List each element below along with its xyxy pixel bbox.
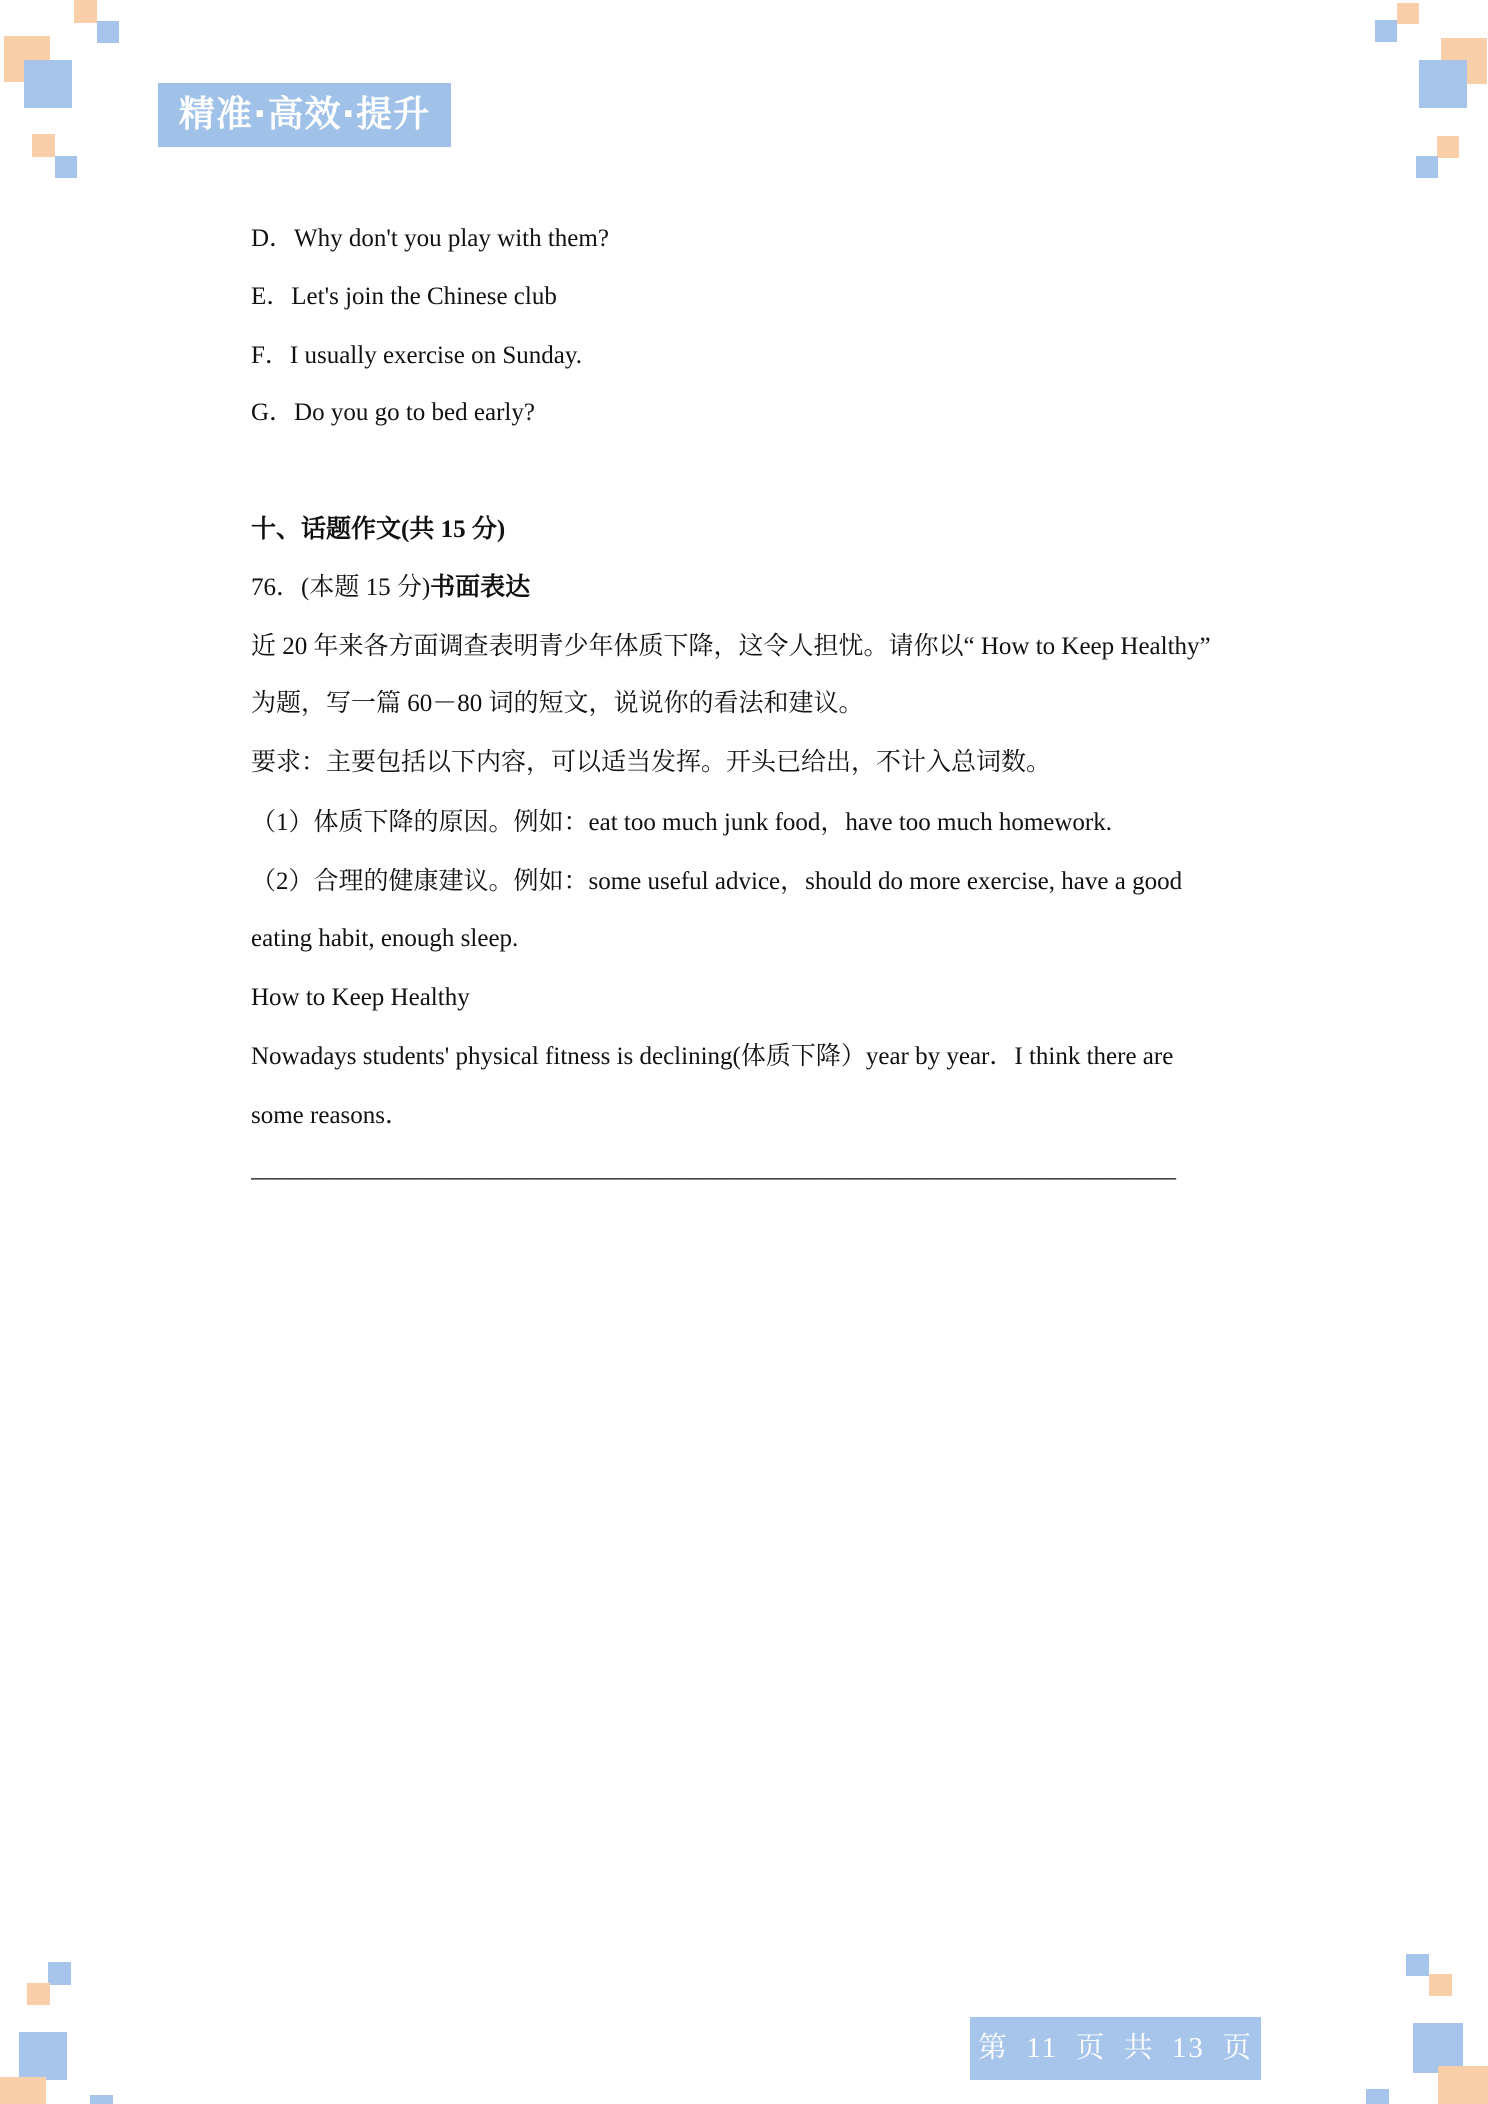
decor-square-blue xyxy=(55,156,77,178)
option-e: E．Let's join the Chinese club xyxy=(251,283,557,310)
prompt-line: 近 20 年来各方面调查表明青少年体质下降，这令人担忧。请你以“ How to Keep Healthy” xyxy=(251,633,1211,660)
decor-square-blue xyxy=(48,1962,71,1985)
decor-square-blue xyxy=(1375,20,1397,42)
decor-square-peach xyxy=(0,2077,46,2104)
requirement-line: 要求：主要包括以下内容，可以适当发挥。开头已给出，不计入总词数。 xyxy=(251,749,1052,776)
brand-logo: 精准·高效·提升 xyxy=(158,83,451,147)
essay-opening-line: Nowadays students' physical fitness is declining(体质下降）year by year．I think there are xyxy=(251,1043,1174,1070)
essay-opening-line: some reasons． xyxy=(251,1102,410,1129)
point-line: （2）合理的健康建议。例如：some useful advice，should do more exercise, have a good xyxy=(251,868,1183,895)
option-g: G．Do you go to bed early? xyxy=(251,399,535,426)
option-d: D．Why don't you play with them? xyxy=(251,225,609,252)
decor-square-peach xyxy=(1438,2066,1488,2104)
decor-square-blue xyxy=(90,2095,113,2104)
decor-square-peach xyxy=(74,0,97,23)
decor-square-blue xyxy=(19,2032,67,2080)
decor-square-blue xyxy=(24,60,72,108)
decor-square-blue xyxy=(1406,1954,1429,1976)
decor-square-blue xyxy=(1416,156,1438,178)
decor-square-peach xyxy=(1437,136,1459,158)
page-number-label: 第 11 页 共 13 页 xyxy=(970,2017,1261,2080)
question-heading xyxy=(251,571,530,605)
point-line: （1）体质下降的原因。例如：eat too much junk food，have too much homework. xyxy=(251,809,1112,836)
decor-square-peach xyxy=(32,134,55,157)
answer-blank-line[interactable]: __________________________________________________________________________ xyxy=(251,1155,1176,1182)
decor-square-peach xyxy=(1429,1974,1452,1996)
decor-square-blue xyxy=(1366,2089,1389,2104)
point-line: eating habit, enough sleep. xyxy=(251,925,519,952)
question-type: 书面表达 xyxy=(430,574,531,601)
decor-square-blue xyxy=(1419,60,1467,108)
decor-square-blue xyxy=(97,21,119,43)
decor-square-peach xyxy=(1397,3,1419,24)
essay-title: How to Keep Healthy xyxy=(251,984,470,1011)
option-f: F．I usually exercise on Sunday. xyxy=(251,342,582,369)
prompt-line: 为题，写一篇 60－80 词的短文，说说你的看法和建议。 xyxy=(251,690,864,717)
question-number: 76．(本题 15 分) xyxy=(251,574,431,601)
decor-square-peach xyxy=(27,1983,50,2005)
section-title: 十、话题作文(共 15 分) xyxy=(251,516,506,543)
